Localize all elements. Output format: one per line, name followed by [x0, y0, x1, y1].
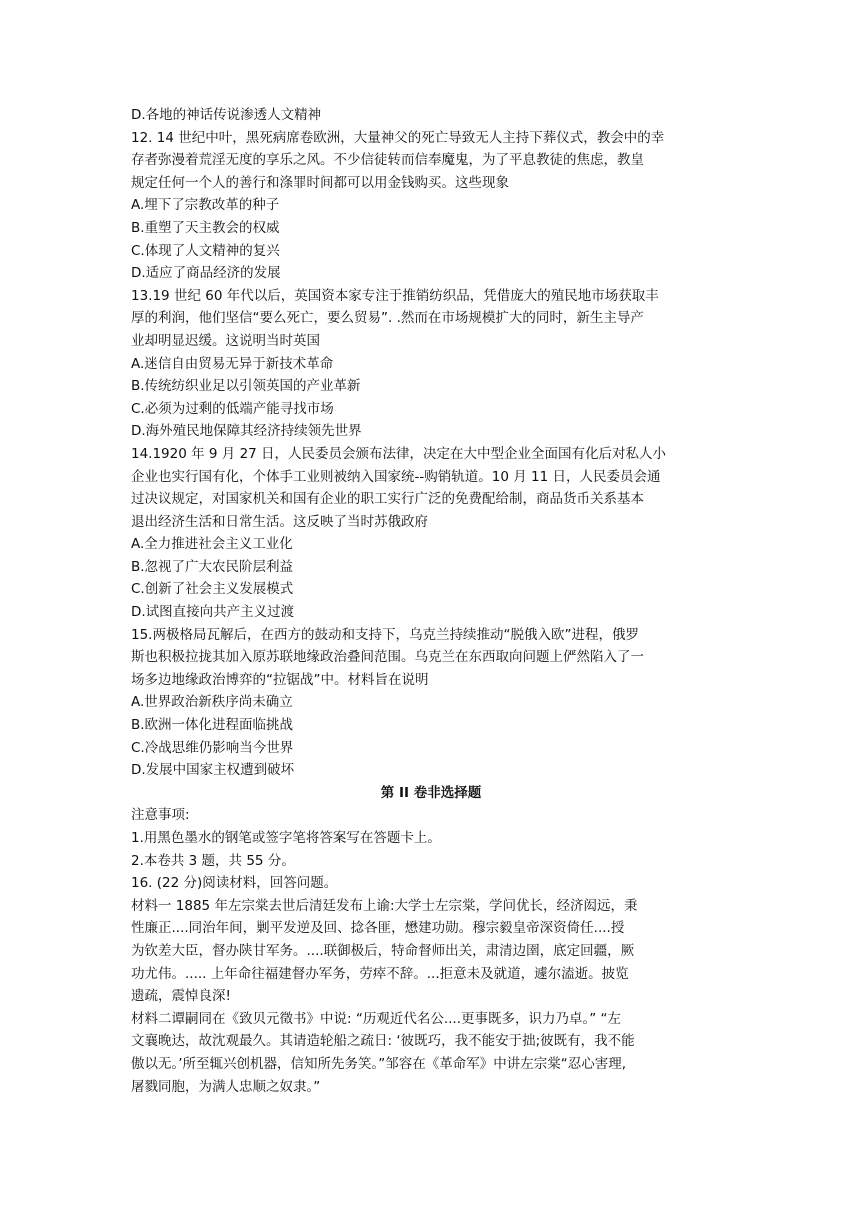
text-line: 斯也积极拉拢其加入原苏联地缘政治叠间范围。乌克兰在东西取向问题上俨然陷入了一 — [131, 649, 644, 666]
text-line: B.欧洲一体化进程面临挑战 — [131, 717, 294, 734]
text-line: C.创新了社会主义发展模式 — [131, 581, 294, 598]
text-line: A.全力推进社会主义工业化 — [131, 536, 293, 553]
text-line: 2.本卷共 3 题，共 55 分。 — [131, 852, 295, 869]
text-line: 企业也实行国有化，个体手工业则被纳入国家统--购销轨道。10 月 11 日，人民委员会通 — [131, 468, 661, 485]
document-page — [131, 104, 731, 1098]
text-line: 遗疏，震悼良深! — [131, 988, 231, 1005]
section-heading: 第 II 卷非选择题 — [380, 784, 482, 801]
text-line: 过决议规定，对国家机关和国有企业的职工实行广泛的免费配给制，商品货币关系基本 — [131, 491, 644, 508]
text-line: 材料一 1885 年左宗棠去世后清廷发布上谕:大学士左宗棠，学问优长，经济闳远，秉 — [131, 897, 638, 914]
text-line: 性廉正....同治年间，剿平发逆及回、捻各匪，懋建功勋。穆宗毅皇帝深资倚任....授 — [131, 920, 625, 937]
text-line: B.传统纺织业足以引领英国的产业革新 — [131, 378, 361, 395]
text-line: 存者弥漫着荒淫无度的享乐之风。不少信徒转而信奉魔鬼，为了平息教徒的焦虑，教皇 — [131, 152, 644, 169]
text-line: C.冷战思维仍影响当今世界 — [131, 739, 294, 756]
text-line: 注意事项: — [131, 807, 190, 824]
text-line: 功尤伟。..... 上年命往福建督办军务，劳瘁不辞。...拒意未及就道，遽尔溘逝。披览 — [131, 965, 629, 982]
text-line: 退出经济生活和日常生活。这反映了当时苏俄政府 — [131, 513, 428, 530]
text-line: 场多边地缘政治博弈的“拉锯战”中。材料旨在说明 — [131, 671, 429, 688]
question-block-part1 — [131, 104, 731, 782]
text-line: D.海外殖民地保障其经济持续领先世界 — [131, 423, 362, 440]
text-line: D.试图直接向共产主义过渡 — [131, 604, 295, 621]
text-line: 厚的利润，他们坚信“要么死亡，要么贸易”. .然而在市场规模扩大的同时，新生主导产 — [131, 310, 644, 327]
text-line: 13.19 世纪 60 年代以后，英国资本家专注于推销纺织品，凭借庞大的殖民地市场获取丰 — [131, 287, 659, 304]
text-line: D.各地的神话传说渗透人文精神 — [131, 107, 322, 123]
question-block-part2 — [131, 804, 731, 1098]
text-line: 傲以无。’所至辄兴创机器，信知所先务笑。”邹容在《革命军》中讲左宗棠“忍心害理, — [131, 1055, 627, 1072]
text-line: A.埋下了宗教改革的种子 — [131, 197, 280, 214]
text-line: C.必须为过剩的低端产能寻找市场 — [131, 400, 334, 417]
text-line: 屠戮同胞，为满人忠顺之奴隶。” — [131, 1078, 321, 1095]
text-line: 1.用黑色墨水的钢笔或签字笔将答案写在答题卡上。 — [131, 830, 441, 846]
text-line: 规定任何一个人的善行和涤罪时间都可以用金钱购买。这些现象 — [131, 174, 509, 191]
text-line: 业却明显迟缓。这说明当时英国 — [131, 332, 320, 349]
text-line: C.体现了人文精神的复兴 — [131, 242, 280, 259]
text-line: 为钦差大臣，督办陕甘军务。....联御极后，特命督师出关，肃清边圉，底定回疆，厥 — [131, 942, 635, 959]
text-line: D.发展中国家主权遭到破坏 — [131, 762, 295, 779]
text-line: A.迷信自由贸易无异于新技术革命 — [131, 355, 334, 372]
text-line: A.世界政治新秩序尚未确立 — [131, 694, 293, 711]
text-line: 12. 14 世纪中叶，黑死病席卷欧洲，大量神父的死亡导致无人主持下葬仪式，教会中的幸 — [131, 129, 665, 146]
text-line: B.忽视了广大农民阶层利益 — [131, 558, 294, 575]
text-line: 14.1920 年 9 月 27 日，人民委员会颁布法律，决定在大中型企业全面国有化后对私人小 — [131, 445, 667, 462]
text-line: D.适应了商品经济的发展 — [131, 265, 281, 282]
text-line: 16. (22 分)阅读材料，回答问题。 — [131, 875, 338, 892]
text-line: 文襄晚达，故沈观最久。其请造轮船之疏日: ‘彼既巧，我不能安于拙;彼既有，我不能 — [131, 1033, 635, 1050]
text-line: 材料二谭嗣同在《致贝元徵书》中说: “历观近代名公....更事既多，识力乃卓。” “左 — [131, 1010, 622, 1027]
text-line: 15.两极格局瓦解后，在西方的鼓动和支持下，乌克兰持续推动“脱俄入欧”进程，俄罗 — [131, 626, 639, 643]
text-line: B.重塑了天主教会的权威 — [131, 219, 280, 236]
